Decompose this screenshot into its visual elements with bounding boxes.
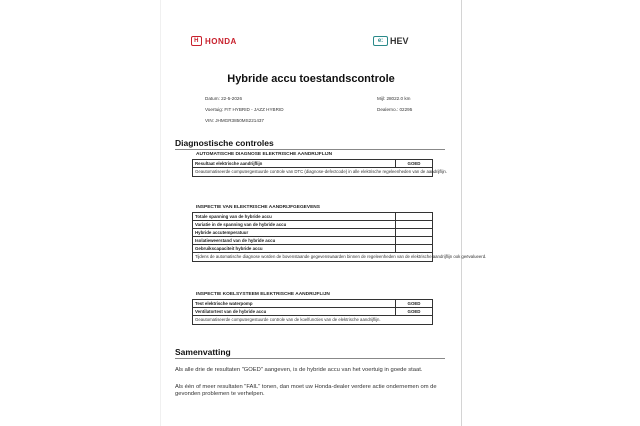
- ehev-logo: [373, 36, 409, 46]
- row-result: GOED: [407, 161, 421, 166]
- hev-wordmark: HEV: [390, 36, 409, 46]
- row-label: Variatie in de spanning van de hybride accu: [193, 221, 396, 228]
- row-label: Hybride accutemperatuur: [193, 229, 396, 236]
- row-result: [396, 213, 432, 220]
- row-result: GOED: [407, 301, 421, 306]
- honda-h-icon: H: [191, 36, 202, 46]
- meta-vehicle: Voertuig: FIT HYBRID - JAZZ HYBRID: [205, 107, 284, 112]
- meta-date: Datum: 22-5-2026: [205, 96, 243, 101]
- document-page: [160, 0, 487, 426]
- ehev-badge-icon: e:: [373, 36, 388, 46]
- row-label: Gebruikscapaciteit hybride accu: [193, 245, 396, 252]
- table-row: [193, 308, 432, 316]
- summary-paragraph-1: Als alle drie de resultaten "GOED" aangeven, is de hybride accu van het voertuig in goede staat.: [175, 367, 423, 373]
- summary-paragraph-2: Als één of meer resultaten "FAIL" tonen, dan moet uw Honda-dealer verdere actie ondernemen om de gevonden problemen te verhelpen.: [175, 384, 437, 397]
- table-note-row: [193, 168, 447, 176]
- honda-wordmark: HONDA: [205, 36, 237, 46]
- section-heading: INSPECTIE KOELSYSTEEM ELEKTRISCHE AANDRIJFLIJN: [196, 292, 330, 297]
- table-row: [193, 300, 432, 308]
- section-note: Geautomatiseerde computergestuurde controle van de koelfuncties van de elektrische aandrijflijn.: [195, 317, 381, 322]
- row-label: Isolatieweerstand van de hybride accu: [193, 237, 396, 244]
- document-title: Hybride accu toestandscontrole: [227, 73, 395, 85]
- summary-divider: [175, 358, 445, 359]
- meta-vin: VIN: JHMGR3850MS221437: [205, 118, 264, 123]
- diagnostics-divider: [175, 149, 445, 150]
- row-label: Test elektrische waterpomp: [193, 300, 396, 307]
- table-row: [193, 245, 432, 253]
- section-drive-data: [192, 205, 487, 262]
- table-note-row: [193, 253, 487, 261]
- section-note: Geautomatiseerde computergestuurde controle van DTC (diagnose-defectcode) in alle elektrische regeleenheden van de aandrijflijn.: [195, 169, 447, 174]
- section-note: Tijdens de automatische diagnose worden de bovenstaande gegevenswaarden binnen de regeleenheden van de elektrische aandrijflijn ook geëvalueerd.: [195, 254, 487, 259]
- row-result: [396, 221, 432, 228]
- section-heading: INSPECTIE VAN ELEKTRISCHE AANDRIJFGEGEVENS: [196, 205, 320, 210]
- row-result: [396, 245, 432, 252]
- row-result: [396, 229, 432, 236]
- section-table: [192, 212, 487, 262]
- table-note-row: [193, 316, 432, 324]
- honda-logo: [191, 36, 237, 46]
- section-electric-drivetrain: [192, 152, 447, 177]
- summary-heading: Samenvatting: [175, 347, 231, 357]
- section-table: [192, 299, 433, 325]
- diagnostics-heading: Diagnostische controles: [175, 138, 274, 148]
- table-row: [193, 237, 432, 245]
- section-cooling-system: [192, 292, 433, 325]
- row-result: GOED: [407, 309, 421, 314]
- meta-dealer: Dealerno.: 02295: [377, 107, 413, 112]
- section-heading: AUTOMATISCHE DIAGNOSE ELEKTRISCHE AANDRIJFLIJN: [196, 152, 333, 157]
- row-label: Totale spanning van de hybride accu: [193, 213, 396, 220]
- table-row: [193, 221, 432, 229]
- row-label: Resultaat elektrische aandrijflijn: [193, 160, 396, 167]
- table-row: [193, 229, 432, 237]
- row-result: [396, 237, 432, 244]
- meta-mileage: Mijl: 28022.0 km: [377, 96, 411, 101]
- section-table: [192, 159, 447, 177]
- table-row: [193, 160, 432, 168]
- table-row: [193, 213, 432, 221]
- row-label: Ventilatortest van de hybride accu: [193, 308, 396, 315]
